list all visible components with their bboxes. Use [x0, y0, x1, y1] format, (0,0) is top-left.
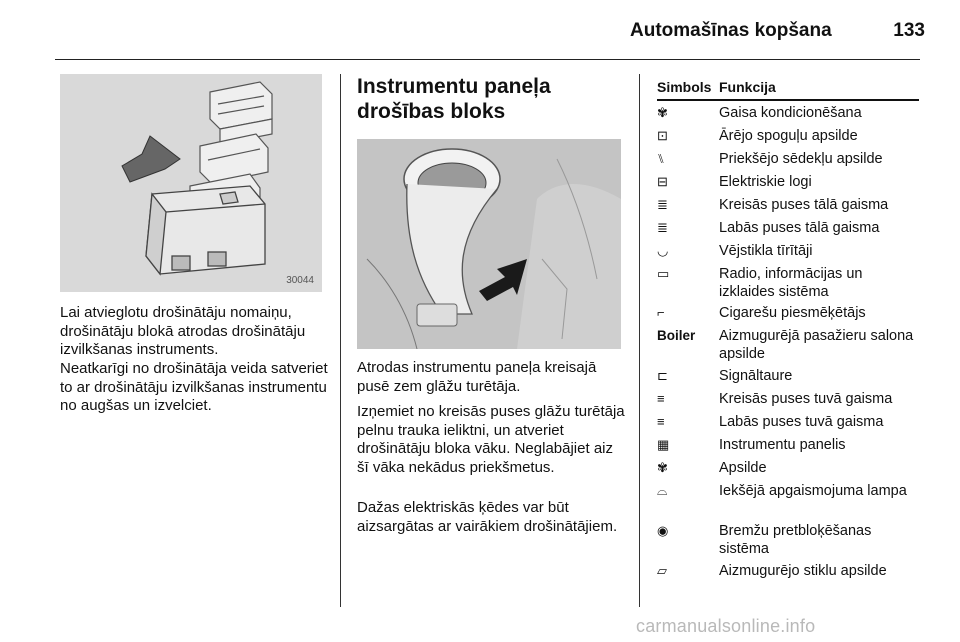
low-beam-left-icon: ≡	[657, 391, 665, 406]
function-text: Apsilde	[719, 460, 767, 476]
rear-window-heat-icon: ▱	[657, 563, 667, 578]
fan-icon: ✾	[657, 105, 668, 120]
header-rule	[55, 59, 920, 60]
fuse-puller-illustration	[60, 74, 322, 292]
function-text: Elektriskie logi	[719, 174, 812, 190]
fuse-box-location-illustration	[357, 139, 621, 349]
function-text: Labās puses tālā gaisma	[719, 220, 880, 236]
fuse-box-drawing	[357, 139, 621, 349]
horn-icon: ⊏	[657, 368, 668, 383]
section-heading: Instrumentu paneļa drošības bloks	[357, 75, 551, 123]
function-text: Kreisās puses tālā gaisma	[719, 197, 889, 213]
function-text: Ārējo spoguļu apsilde	[719, 128, 858, 144]
boiler-label: Boiler	[657, 328, 696, 343]
fuse-table-header	[657, 79, 919, 101]
function-text: Radio, informācijas un izklaides sistēma	[719, 266, 863, 300]
high-beam-right-icon: ≣	[657, 220, 668, 235]
high-beam-left-icon: ≣	[657, 197, 668, 212]
interior-lamp-icon: ⌓	[657, 483, 668, 498]
column-divider-2	[639, 74, 640, 607]
wiper-icon: ◡	[657, 243, 669, 258]
function-text: Iekšējā apgaismojuma lampa	[719, 483, 907, 499]
running-header-title: Automašīnas kopšana	[630, 20, 832, 41]
fuse-puller-drawing	[60, 74, 322, 292]
function-text: Instrumentu panelis	[719, 437, 846, 453]
figure-number: 30044	[286, 275, 314, 286]
left-paragraph-2: Neatkarīgi no drošinātāja veida satveriet to ar drošinātāju izvilkšanas instrumentu no augšas un izvelciet.	[60, 360, 328, 414]
middle-paragraph-2: Izņemiet no kreisās puses glāžu turētāja pelnu trauka ieliktni, un atveriet drošinātāju bloka vāku. Neglabājiet aiz šī vāka nekādus priekšmetus.	[357, 403, 625, 476]
function-text: Priekšējo sēdekļu apsilde	[719, 151, 883, 167]
function-text: Cigarešu piesmēķētājs	[719, 305, 866, 321]
function-text: Kreisās puses tuvā gaisma	[719, 391, 893, 407]
cigarette-lighter-icon: ⌐	[657, 305, 665, 320]
column-divider-1	[340, 74, 341, 607]
symbol-column-header: Simbols	[657, 79, 712, 95]
seat-heat-icon: ⑊	[657, 151, 665, 166]
left-paragraph-1: Lai atvieglotu drošinātāju nomaiņu, drošinātāju blokā atrodas drošinātāju izvilkšanas instruments.	[60, 304, 306, 358]
function-text: Aizmugurējā pasažieru salona apsilde	[719, 328, 914, 362]
function-text: Vējstikla tīrītāji	[719, 243, 813, 259]
middle-paragraph-1: Atrodas instrumentu paneļa kreisajā pusē zem glāžu turētāja.	[357, 359, 597, 395]
function-text: Gaisa kondicionēšana	[719, 105, 862, 121]
mirror-heat-icon: ⊡	[657, 128, 668, 143]
function-text: Bremžu pretbloķēšanas sistēma	[719, 523, 872, 557]
function-text: Signāltaure	[719, 368, 793, 384]
middle-paragraph-3: Dažas elektriskās ķēdes var būt aizsargātas ar vairākiem drošinātājiem.	[357, 499, 618, 535]
function-column-header: Funkcija	[719, 79, 776, 95]
page-number: 133	[893, 20, 925, 41]
radio-icon: ▭	[657, 266, 670, 281]
power-window-icon: ⊟	[657, 174, 668, 189]
function-text: Labās puses tuvā gaisma	[719, 414, 884, 430]
watermark: carmanualsonline.info	[636, 616, 816, 636]
low-beam-right-icon: ≡	[657, 414, 665, 429]
abs-icon: ◉	[657, 523, 669, 538]
function-text: Aizmugurējo stiklu apsilde	[719, 563, 887, 579]
instrument-panel-icon: ▦	[657, 437, 670, 452]
heater-icon: ✾	[657, 460, 668, 475]
